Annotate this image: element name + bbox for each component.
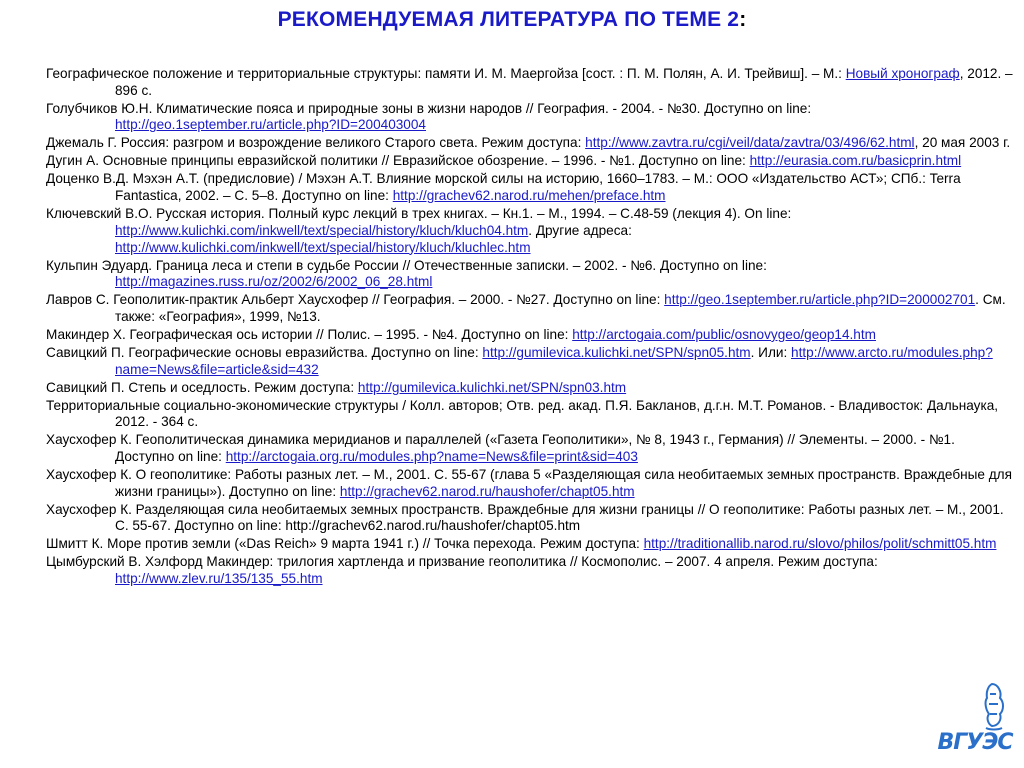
reference-text: Шмитт К. Море против земли («Das Reich» 9 марта 1941 г.) // Точка перехода. Режим доступа: [46, 536, 644, 552]
reference-link[interactable]: http://traditionallib.narod.ru/slovo/philos/polit/schmitt05.htm [643, 536, 997, 552]
reference-text: Лавров С. Геополитик-практик Альберт Хаусхофер // География. – 2000. - №27. Доступно on line: [46, 292, 665, 308]
reference-link[interactable]: http://gumilevica.kulichki.net/SPN/spn05.htm [482, 344, 751, 360]
reference-item [46, 206, 1014, 256]
reference-text: Макиндер Х. Географическая ось истории // Полис. – 1995. - №4. Доступно on line: [46, 326, 573, 342]
logo-text: ВГУЭС [937, 730, 1013, 755]
reference-item [46, 171, 1014, 204]
reference-text: Доценко В.Д. Мэхэн А.Т. (предисловие) / Мэхэн А.Т. Влияние морской силы на историю, 1660–1783. – М.: ООО «Издательство АСТ»; СПб.: Terra Fantastica, 2002. – С. 5–8. Доступно on line: [46, 171, 961, 204]
reference-text: Цымбурский В. Хэлфорд Макиндер: трилогия хартленда и призвание геополитика // Космополис. – 2007. 4 апреля. Режим доступа: [46, 554, 878, 570]
reference-text: . См. также: «География», 1999, №13. [115, 292, 1006, 324]
reference-item [46, 258, 1014, 291]
reference-text: Савицкий П. Географические основы евразийства. Доступно on line: [46, 344, 483, 360]
reference-text: Голубчиков Ю.Н. Климатические пояса и природные зоны в жизни народов // География. - 2004. - №30. Доступно on line: [46, 100, 812, 116]
reference-text: Дугин А. Основные принципы евразийской политики // Евразийское обозрение. – 1996. - №1. Доступно on line: [46, 153, 750, 169]
reference-text: , 2012. –896 с. [115, 66, 1013, 98]
reference-text: Ключевский В.О. Русская история. Полный курс лекций в трех книгах. – Кн.1. – М., 1994. – С.48-59 (лекция 4). On line: [46, 206, 792, 222]
reference-item [46, 380, 1014, 397]
reference-link[interactable]: http://gumilevica.kulichki.net/SPN/spn03.htm [357, 379, 627, 395]
reference-link[interactable]: Новый хронограф [845, 66, 960, 81]
reference-link[interactable]: http://geo.1september.ru/article.php?ID=200403004 [115, 117, 426, 133]
reference-link[interactable]: http://geo.1september.ru/article.php?ID=200002701 [664, 292, 976, 308]
reference-text: Кульпин Эдуард. Граница леса и степи в судьбе России // Отечественные записки. – 2002. - №6. Доступно on line: [46, 257, 767, 273]
reference-item [46, 536, 1014, 553]
reference-link[interactable]: http://eurasia.com.ru/basicprin.html [749, 153, 962, 169]
reference-link[interactable]: http://magazines.russ.ru/oz/2002/6/2002_06_28.html [115, 274, 433, 290]
reference-item [46, 292, 1014, 325]
reference-text: Территориальные социально-экономические структуры / Колл. авторов; Отв. ред. акад. П.Я. Бакланов, д.г.н. М.Т. Романов. - Владивосток: Дальнаука, 2012. - 364 с. [46, 397, 999, 430]
reference-list [46, 66, 1014, 589]
reference-item [46, 345, 1014, 378]
title-colon: : [739, 8, 747, 31]
reference-link[interactable]: http://www.arcto.ru/modules.php?name=News&file=article&sid=432 [115, 344, 993, 377]
reference-text: . Или: [750, 344, 792, 360]
reference-item [46, 502, 1014, 535]
reference-item [46, 153, 1014, 170]
reference-link[interactable]: http://grachev62.narod.ru/mehen/preface.htm [392, 188, 666, 204]
reference-text: Савицкий П. Степь и оседлость. Режим доступа: [46, 379, 358, 395]
reference-item [46, 327, 1014, 344]
reference-link[interactable]: http://www.kulichki.com/inkwell/text/special/history/kluch/kluch04.htm [115, 222, 529, 238]
reference-item [46, 432, 1014, 465]
reference-item [46, 554, 1014, 587]
reference-item [46, 135, 1014, 152]
reference-text: , 20 мая 2003 г. [914, 135, 1011, 151]
reference-link[interactable]: http://www.kulichki.com/inkwell/text/special/history/kluch/kluchlec.htm [115, 239, 531, 255]
reference-item [46, 398, 1014, 431]
reference-text: Хаусхофер К. Геополитическая динамика меридианов и параллелей («Газета Геополитики», № 8, 1943 г., Германия) // Элементы. – 2000. - №1. Доступно on line: [46, 432, 955, 465]
reference-text: Хаусхофер К. Разделяющая сила необитаемых земных пространств. Враждебные для жизни границы // О геополитике: Работы разных лет. – М., 2001. С. 55-67. Доступно on line: http://grachev62.narod.ru/haushofer/chapt05.htm [46, 501, 1004, 534]
reference-link[interactable]: http://grachev62.narod.ru/haushofer/chapt05.htm [339, 483, 635, 499]
reference-item [46, 467, 1014, 500]
reference-text: Географическое положение и территориальные структуры: памяти И. М. Маергойза [сост. : П. М. Полян, А. И. Трейвиш]. – М.: [46, 66, 846, 81]
reference-text: . Другие адреса: [528, 222, 632, 238]
reference-link[interactable]: http://arctogaia.com/public/osnovygeo/geop14.htm [572, 326, 876, 342]
title-text: РЕКОМЕНДУЕМАЯ ЛИТЕРАТУРА ПО ТЕМЕ 2 [277, 8, 740, 31]
reference-link[interactable]: http://www.zavtra.ru/cgi/veil/data/zavtra/03/496/62.html [585, 135, 915, 151]
reference-link[interactable]: http://arctogaia.org.ru/modules.php?name=News&file=print&sid=403 [225, 449, 638, 465]
reference-link[interactable]: http://www.zlev.ru/135/135_55.htm [115, 571, 323, 587]
page-title [0, 8, 1024, 32]
reference-text: Джемаль Г. Россия: разгром и возрождение великого Старого света. Режим доступа: [46, 135, 586, 151]
reference-item [46, 101, 1014, 134]
reference-text: Хаусхофер К. О геополитике: Работы разных лет. – М., 2001. С. 55-67 (глава 5 «Разделяющая сила необитаемых земных пространств. Враждебные для жизни границы»). Доступно on line: [46, 467, 1012, 499]
reference-item [46, 66, 1014, 99]
